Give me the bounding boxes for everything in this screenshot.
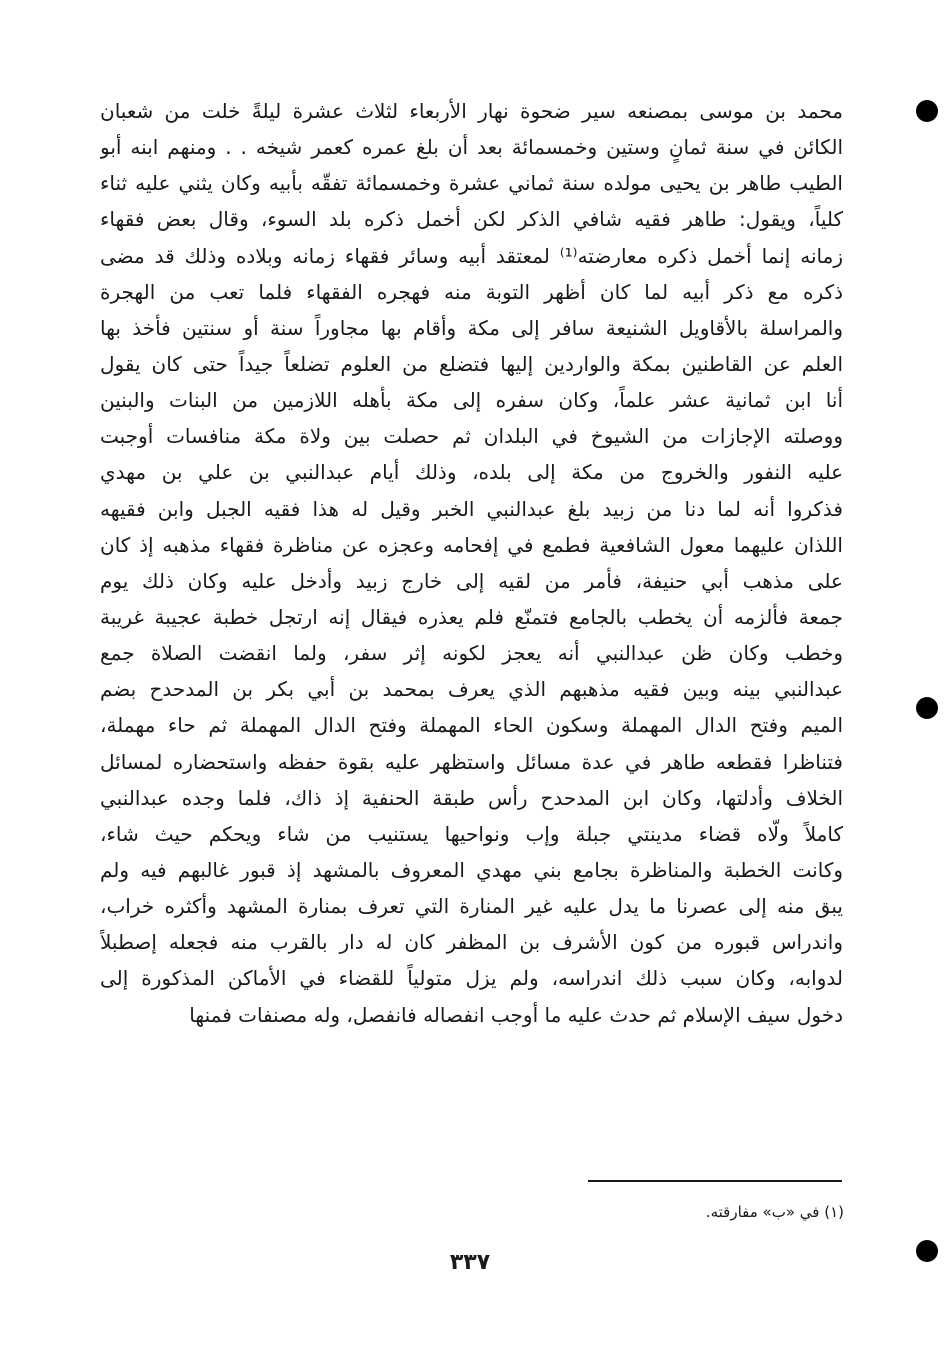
- text-line: العلم عن القاطنين بمكة والواردين إليها فتضلع من العلوم تضلعاً جيداً حتى كان يقول: [100, 351, 843, 376]
- text-line: على مذهب أبي حنيفة، فأمر من لقيه إلى خارج زبيد وأدخل عليه وكان ذلك يوم: [100, 568, 843, 593]
- text-line: الكائن في سنة ثمانٍ وستين وخمسمائة بعد أن بلغ عمره كعمر شيخه . . ومنهم ابنه أبو: [100, 135, 843, 160]
- footnote: (١) في «ب» مفارقته.: [705, 1203, 844, 1221]
- text-line: دخول سيف الإسلام ثم حدث عليه ما أوجب انفصاله فانفصل، وله مصنفات فمنها: [189, 1002, 843, 1027]
- text-line: وخطب وكان ظن عبدالنبي أنه يعجز لكونه إثر سفر، ولما انقضت الصلاة جمع: [100, 641, 843, 666]
- footnote-divider: [588, 1180, 842, 1182]
- punch-hole-mark: [916, 100, 938, 122]
- text-line: واندراس قبوره من كون الأشرف بن المظفر كان له دار بالقرب منه فجعله إصطبلاً: [100, 930, 843, 955]
- punch-hole-mark: [916, 1240, 938, 1262]
- text-line: كاملاً ولّاه قضاء مدينتي جبلة وإب ونواحيها يستنيب من شاء ويحكم حيث شاء،: [100, 821, 843, 846]
- body-text: [100, 93, 843, 1033]
- text-line: ووصلته الإجازات من الشيوخ في البلدان ثم حصلت بين ولاة مكة منافسات أوجبت: [100, 424, 843, 449]
- text-line: فذكروا أنه لما دنا من زبيد بلغ عبدالنبي الخبر وقيل له هذا فقيه الجبل وابن فقيهه: [100, 496, 843, 521]
- text-line: أنا ابن ثمانية عشر علماً، وكان سفره إلى مكة بأهله اللازمين من البنات والبنين: [100, 388, 843, 413]
- text-line: الطيب طاهر بن يحيى مولده سنة ثماني عشرة وخمسمائة تفقّه بأبيه وكان يثني عليه ثناء: [100, 171, 843, 196]
- text-line: الخلاف وأدلتها، وكان ابن المدحدح رأس طبقة الحنفية إذ ذاك، فلما وجده عبدالنبي: [100, 785, 843, 810]
- text-line: عليه النفور والخروج من مكة إلى بلده، وذلك أيام عبدالنبي بن علي بن مهدي: [100, 460, 843, 485]
- text-line: كلياً، ويقول: طاهر فقيه شافي الذكر لكن أخمل ذكره بلد السوء، وقال بعض فقهاء: [100, 207, 843, 232]
- page-number: ٣٣٧: [449, 1250, 491, 1275]
- text-line: لدوابه، وكان سبب ذلك اندراسه، ولم يزل متولياً للقضاء في الأماكن المذكورة إلى: [100, 966, 843, 991]
- text-line: والمراسلة بالأقاويل الشنيعة سافر إلى مكة وأقام بها مجاوراً سنة أو سنتين فأخذ بها: [100, 315, 843, 340]
- punch-hole-mark: [916, 697, 938, 719]
- text-line: زمانه إنما أخمل ذكره معارضته⁽¹⁾ لمعتقد أبيه وسائر فقهاء زمانه وبلاده وذلك قد مضى: [100, 243, 843, 268]
- text-line: فتناظرا فقطعه طاهر في عدة مسائل واستظهر عليه بقوة حفظه واستحضاره لمسائل: [100, 749, 843, 774]
- text-line: ذكره مع ذكر أبيه لما كان أظهر التوبة منه فهجره الفقهاء فلما تعب من الهجرة: [100, 279, 843, 304]
- text-line: الميم وفتح الدال المهملة وسكون الحاء المهملة وفتح الدال المهملة ثم حاء مهملة،: [100, 713, 843, 738]
- text-line: يبق منه إلى عصرنا ما يدل عليه غير المنارة التي تعرف بمنارة المشهد وأكثره خراب،: [100, 894, 843, 919]
- text-line: وكانت الخطبة والمناظرة بجامع بني مهدي المعروف بالمشهد إذ قبور غالبهم فيه ولم: [100, 857, 843, 882]
- text-line: محمد بن موسى بمصنعه سير ضحوة نهار الأربعاء لثلاث عشرة ليلةً خلت من شعبان: [100, 99, 843, 123]
- text-line: اللذان عليهما معول الشافعية فطمع في إفحامه وعجزه عن مناظرة فقهاء مذهبه إذ كان: [100, 532, 843, 557]
- text-line: عبدالنبي بينه وبين فقيه مذهبهم الذي يعرف بمحمد بن أبي بكر بن المدحدح بضم: [100, 677, 843, 702]
- text-line: جمعة فألزمه أن يخطب بالجامع فتمنّع فلم يعذره فيقال إنه ارتجل خطبة عجيبة غريبة: [100, 604, 843, 629]
